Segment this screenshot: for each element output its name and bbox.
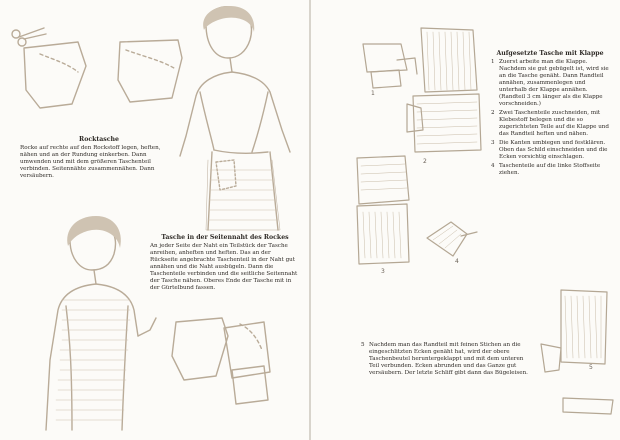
woman-figure-top: [180, 6, 290, 230]
section-heading-aufgesetzte-tasche: Aufgesetzte Tasche mit Klappe: [496, 50, 604, 57]
figure-number-2: 2: [423, 158, 427, 165]
step-item: [491, 110, 609, 138]
pattern-piece-side-pocket-a: [172, 318, 228, 380]
pattern-piece-side-pocket-b: [224, 322, 270, 378]
step-item: [491, 59, 609, 108]
step-text: Zuerst arbeite man die Klappe. Nachdem sie gut gebügelt ist, wird sie an die Tasche genäht. Dann Randteil annähen, zusammenlegen und unterhalb der Klappe annähen. (Randteil 3 cm länger als die Klappe vorschneiden.): [499, 59, 609, 107]
section-body-rocktasche: Rocke auf rechte auf den Rockstoff legen, heften, nähen und an der Rundung einkerben. Dann umwenden und mit dem größeren Taschenteil verbinden. Seitennähte zusammennähen. Dann versäubern.: [20, 145, 161, 179]
figure-4-pocket-corner: [427, 222, 477, 256]
step-item: [491, 163, 609, 177]
pattern-piece-pocket-lining: [40, 54, 78, 72]
section-aufgesetzte-tasche: [491, 50, 609, 179]
pattern-piece-pocket-small-inner: [126, 50, 174, 68]
right-page: [311, 0, 620, 440]
pattern-piece-pocket-large: [24, 42, 86, 108]
figure-3-pockets: [357, 156, 409, 264]
step-number: 5: [361, 342, 365, 348]
pattern-piece-side-pocket-c: [232, 366, 268, 404]
step-text: Zwei Taschenteile zuschneiden, mit Klebestoff belegen und die so zugerichteten Teile auf die Klappe und das Randteil heften und nähen.: [499, 110, 609, 137]
section-heading-rocktasche: Rocktasche: [79, 136, 119, 143]
figure-5-finished-pocket: [541, 290, 613, 414]
scissors-icon: [12, 28, 46, 46]
step-item: [491, 140, 609, 161]
section-heading-seitennaht: Tasche in der Seitennaht des Rockes: [161, 234, 289, 241]
step-number: 4: [491, 163, 495, 169]
step-text: Taschenteile auf die linke Stoffseite ziehen.: [499, 163, 601, 176]
step-item: [361, 342, 531, 377]
figure-number-3: 3: [381, 268, 385, 275]
step-number: 1: [491, 59, 495, 65]
figure-1-flap: [363, 44, 417, 88]
step-list-5: [361, 342, 531, 377]
figure-number-4: 4: [455, 258, 459, 265]
woman-figure-bottom: [46, 216, 156, 430]
section-rocktasche: [20, 136, 178, 180]
step-text: Die Kanten umbiegen und festklären. Oben das Schild einschneiden und die Ecken vorsichtig einschlagen.: [499, 140, 608, 160]
step-text: Nachdem man das Randteil mit feinen Stichen an die eingeschlitzten Ecken genäht hat, wird der obere Taschenbeutel heruntergeklappt und mit dem unteren Teil verbunden. Ecken abrunden und das Ganze gut versäubern. Der letzte Schliff gibt dann das Bügeleisen.: [369, 342, 528, 376]
figure-number-5: 5: [589, 364, 593, 371]
section-step-5: [361, 342, 531, 379]
figure-number-1: 1: [371, 90, 375, 97]
section-body-seitennaht: An jeder Seite der Naht ein Teilstück der Tasche anreihen, anheften und heften. Das an der Rückseite angebrachte Taschenteil in der Naht gut annähen und die Naht ausbügeln. Dann die Taschenteile verbinden und die seitliche Seitennaht der Tasche nähen. Oberes Ende der Tasche mit in der Gürtelbund fassen.: [150, 243, 298, 291]
step-list: [491, 59, 609, 177]
step-number: 2: [491, 110, 495, 116]
step-number: 3: [491, 140, 495, 146]
left-page-illustrations: [0, 0, 309, 440]
left-page: [0, 0, 309, 440]
section-seitennaht: [150, 234, 300, 292]
figure-2-striped-pocket: [407, 28, 481, 152]
pattern-piece-pocket-small: [118, 40, 182, 102]
